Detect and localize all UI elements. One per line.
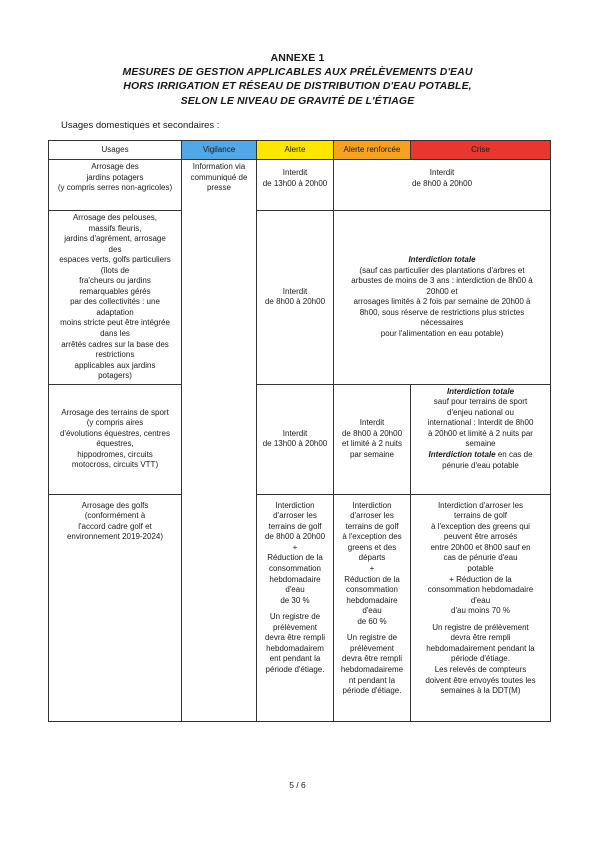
renforcee-crise-cell: Interdit de 8h00 à 20h00: [334, 160, 551, 211]
header-crise: Crise: [411, 141, 551, 160]
title-line-2: HORS IRRIGATION ET RÉSEAU DE DISTRIBUTION D'EAU POTABLE,: [123, 80, 472, 92]
alerte-cell: Interdit de 13h00 à 20h00: [257, 160, 334, 211]
title-line-1: MESURES DE GESTION APPLICABLES AUX PRÉLÈVEMENTS D'EAU: [122, 66, 473, 78]
alerte-cell: Interdit de 8h00 à 20h00: [257, 211, 334, 385]
header-usages: Usages: [49, 141, 182, 160]
vigilance-cell: Information via communiqué de presse: [182, 160, 257, 722]
crise-cell: Interdiction totale sauf pour terrains de sport d'enjeu national ou international : Interdit de 8h00 à 20h00 et limité à 2 nuits par semaine Interdiction totale en cas de pénurie d'eau potable: [411, 384, 551, 494]
usage-cell: Arrosage des pelouses, massifs fleuris, jardins d'agrément, arrosage des espaces verts, golfs particuliers (îlots de fra'cheurs ou jardins remarquables gérés par des collectivités : une adaptation moins stricte peut être intégrée dans les arrêtés cadres sur la base des restrictions applicables aux jardins potagers): [49, 211, 182, 385]
header-alerte-renforcee: Alerte renforcée: [334, 141, 411, 160]
usage-cell: Arrosage des terrains de sport (y compris aires d'évolutions équestres, centres équestres, hippodromes, circuits motocross, circuits VTT): [49, 384, 182, 494]
annexe-title: ANNEXE 1: [270, 52, 325, 64]
title-line-3: SELON LE NIVEAU DE GRAVITÉ DE L'ÉTIAGE: [180, 95, 415, 107]
renforcee-cell: Interdit de 8h00 à 20h00 et limité à 2 nuits par semaine: [334, 384, 411, 494]
table-row: [49, 494, 551, 721]
table-row: [49, 384, 551, 494]
renforcee-cell: Interdiction d'arroser les terrains de golf à l'exception des greens et des départs + Réduction de la consommation hebdomadaire d'eau de 60 % Un registre de prélèvement devra être rempli hebdomadaireme nt pendant la période d'étiage.: [334, 494, 411, 721]
table-header-row: [49, 141, 551, 160]
renforcee-crise-cell: Interdiction totale (sauf cas particulier des plantations d'arbres et arbustes de moins de 3 ans : interdiction de 8h00 à 20h00 et arrosages limités à 2 fois par semaine de 20h00 à 8h00, sous réserve de restrictions plus strictes nécessaires pour l'alimentation en eau potable): [334, 211, 551, 385]
header-vigilance: Vigilance: [182, 141, 257, 160]
alerte-cell: Interdiction d'arroser les terrains de golf de 8h00 à 20h00 + Réduction de la consommation hebdomadaire d'eau de 30 % Un registre de prélèvement devra être rempli hebdomadairem ent pendant la période d'étiage.: [257, 494, 334, 721]
header-alerte: Alerte: [257, 141, 334, 160]
page-number: 5 / 6: [289, 780, 306, 790]
restrictions-table: [48, 140, 551, 722]
alerte-cell: Interdit de 13h00 à 20h00: [257, 384, 334, 494]
title-block: [0, 52, 595, 107]
section-subtitle: Usages domestiques et secondaires :: [61, 120, 220, 131]
table-row: [49, 160, 551, 211]
table-row: [49, 211, 551, 385]
usage-cell: Arrosage des golfs (conformément à l'accord cadre golf et environnement 2019-2024): [49, 494, 182, 721]
usage-cell: Arrosage des jardins potagers (y compris serres non-agricoles): [49, 160, 182, 211]
crise-cell: Interdiction d'arroser les terrains de golf à l'exception des greens qui peuvent être arrosés entre 20h00 et 8h00 sauf en cas de pénurie d'eau potable + Réduction de la consommation hebdomadaire d'eau d'au moins 70 % Un registre de prélèvement devra être rempli hebdomadairement pendant la période d'étiage. Les relevés de compteurs doivent être envoyés toutes les semaines à la DDT(M): [411, 494, 551, 721]
